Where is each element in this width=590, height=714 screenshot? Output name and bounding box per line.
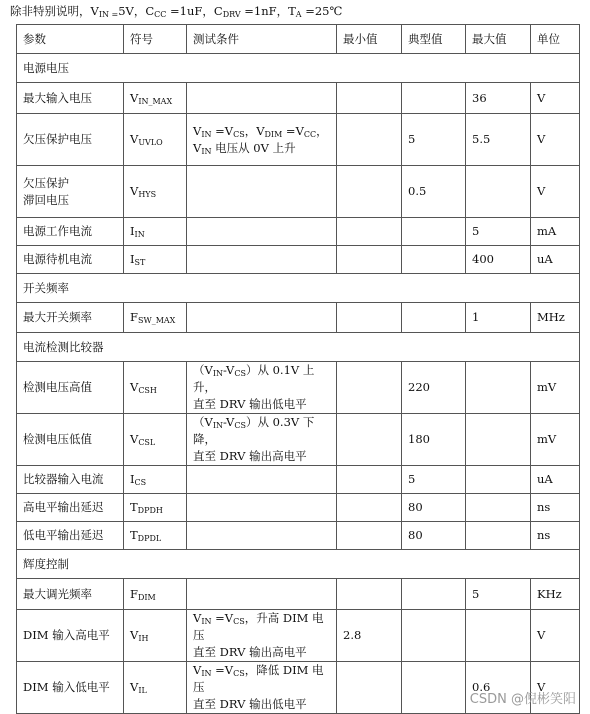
watermark: CSDN @倪彬笑阳: [469, 692, 576, 707]
max-cell: [466, 610, 531, 662]
header-symbol: 符号: [124, 25, 187, 54]
header-max: 最大值: [466, 25, 531, 54]
unit-cell: V: [531, 83, 580, 114]
condition-cell: [187, 218, 337, 246]
condition-cell: [187, 246, 337, 274]
section-row: [17, 550, 580, 579]
table-row: [17, 114, 580, 166]
max-cell: [466, 362, 531, 414]
header-param: 参数: [17, 25, 124, 54]
unit-cell: mV: [531, 414, 580, 466]
table-row: [17, 166, 580, 218]
min-cell: [337, 303, 402, 333]
table-row: [17, 83, 580, 114]
typ-cell: [402, 246, 466, 274]
min-cell: [337, 662, 402, 714]
param-cell: 欠压保护电压: [17, 114, 124, 166]
typ-cell: [402, 83, 466, 114]
condition-cell: [187, 466, 337, 494]
param-cell: 最大调光频率: [17, 579, 124, 610]
section-switch: 开关频率: [17, 274, 580, 303]
spec-table: [16, 24, 580, 714]
section-row: [17, 274, 580, 303]
condition-cell: [187, 579, 337, 610]
min-cell: [337, 218, 402, 246]
max-cell: 36: [466, 83, 531, 114]
typ-cell: [402, 579, 466, 610]
param-cell: 检测电压高值: [17, 362, 124, 414]
unit-cell: MHz: [531, 303, 580, 333]
param-cell: 电源待机电流: [17, 246, 124, 274]
header-typ: 典型值: [402, 25, 466, 54]
min-cell: [337, 494, 402, 522]
table-row: [17, 466, 580, 494]
table-header-row: [17, 25, 580, 54]
condition-cell: [187, 522, 337, 550]
min-cell: [337, 362, 402, 414]
condition-cell: [187, 494, 337, 522]
min-cell: [337, 83, 402, 114]
section-row: [17, 333, 580, 362]
symbol-cell: $V_{IL}$: [124, 662, 187, 714]
typ-cell: 80: [402, 522, 466, 550]
table-row: [17, 494, 580, 522]
param-cell: DIM 输入低电平: [17, 662, 124, 714]
max-cell: 400: [466, 246, 531, 274]
symbol-cell: $I_{ST}$: [124, 246, 187, 274]
param-cell: 最大开关频率: [17, 303, 124, 333]
param-cell: 检测电压低值: [17, 414, 124, 466]
typ-cell: 0.5: [402, 166, 466, 218]
typ-cell: 220: [402, 362, 466, 414]
min-cell: [337, 114, 402, 166]
typ-cell: [402, 662, 466, 714]
symbol-cell: $F_{DIM}$: [124, 579, 187, 610]
unit-cell: uA: [531, 246, 580, 274]
table-row: [17, 579, 580, 610]
typ-cell: 80: [402, 494, 466, 522]
section-dim: 辉度控制: [17, 550, 580, 579]
header-unit: 单位: [531, 25, 580, 54]
param-cell: 低电平输出延迟: [17, 522, 124, 550]
symbol-cell: $V_{HYS}$: [124, 166, 187, 218]
condition-cell: $V_{IN} =V_{CS}$，$V_{DIM} =V_{CC}$， $V_{IN}$ 电压从 0V 上升: [187, 114, 337, 166]
typ-cell: [402, 303, 466, 333]
symbol-cell: $V_{CSH}$: [124, 362, 187, 414]
param-cell: 高电平输出延迟: [17, 494, 124, 522]
table-row: [17, 362, 580, 414]
table-row: [17, 303, 580, 333]
condition-cell: [187, 303, 337, 333]
min-cell: [337, 466, 402, 494]
table-row: [17, 610, 580, 662]
unit-cell: uA: [531, 466, 580, 494]
unit-cell: V: [531, 166, 580, 218]
table-row: [17, 414, 580, 466]
table-row: [17, 218, 580, 246]
condition-cell: [187, 166, 337, 218]
param-cell: DIM 输入高电平: [17, 610, 124, 662]
max-cell: 1: [466, 303, 531, 333]
section-power: 电源电压: [17, 54, 580, 83]
param-cell: 电源工作电流: [17, 218, 124, 246]
typ-cell: [402, 610, 466, 662]
section-compare: 电流检测比较器: [17, 333, 580, 362]
max-cell: 0.6: [466, 662, 531, 714]
condition-cell: [187, 83, 337, 114]
symbol-cell: $T_{DPDL}$: [124, 522, 187, 550]
symbol-cell: $I_{CS}$: [124, 466, 187, 494]
unit-cell: ns: [531, 522, 580, 550]
unit-cell: mA: [531, 218, 580, 246]
symbol-cell: $T_{DPDH}$: [124, 494, 187, 522]
min-cell: [337, 522, 402, 550]
max-cell: 5: [466, 218, 531, 246]
max-cell: 5: [466, 579, 531, 610]
condition-cell: $V_{IN} =V_{CS}$，升高 DIM 电压 直至 DRV 输出高电平: [187, 610, 337, 662]
symbol-cell: $V_{IH}$: [124, 610, 187, 662]
max-cell: [466, 466, 531, 494]
max-cell: [466, 166, 531, 218]
min-cell: [337, 166, 402, 218]
max-cell: [466, 522, 531, 550]
max-cell: 5.5: [466, 114, 531, 166]
unit-cell: V: [531, 610, 580, 662]
min-cell: [337, 414, 402, 466]
typ-cell: [402, 218, 466, 246]
typ-cell: 5: [402, 114, 466, 166]
unit-cell: mV: [531, 362, 580, 414]
symbol-cell: $V_{CSL}$: [124, 414, 187, 466]
condition-cell: $(V_{IN}-V_{CS})$从 0.1V 上升， 直至 DRV 输出低电平: [187, 362, 337, 414]
typ-cell: 5: [402, 466, 466, 494]
typ-cell: 180: [402, 414, 466, 466]
param-cell: 比较器输入电流: [17, 466, 124, 494]
param-cell: 欠压保护 滞回电压: [17, 166, 124, 218]
symbol-cell: $V_{IN\_MAX}$: [124, 83, 187, 114]
table-row: [17, 522, 580, 550]
symbol-cell: $F_{SW\_MAX}$: [124, 303, 187, 333]
conditions-note: 除非特别说明，$V_{IN =}5V$，$C_{CC} =1uF$，$C_{DRV} =1nF$，$T_A$ =25℃: [10, 4, 343, 19]
max-cell: [466, 494, 531, 522]
header-min: 最小值: [337, 25, 402, 54]
table-row: [17, 246, 580, 274]
min-cell: [337, 579, 402, 610]
header-condition: 测试条件: [187, 25, 337, 54]
param-cell: 最大输入电压: [17, 83, 124, 114]
symbol-cell: $V_{UVLO}$: [124, 114, 187, 166]
unit-cell: ns: [531, 494, 580, 522]
section-row: [17, 54, 580, 83]
unit-cell: V: [531, 662, 580, 714]
unit-cell: KHz: [531, 579, 580, 610]
condition-cell: $V_{IN} =V_{CS}$，降低 DIM 电压 直至 DRV 输出低电平: [187, 662, 337, 714]
unit-cell: V: [531, 114, 580, 166]
max-cell: [466, 414, 531, 466]
condition-cell: $(V_{IN}-V_{CS})$从 0.3V 下降， 直至 DRV 输出高电平: [187, 414, 337, 466]
symbol-cell: $I_{IN}$: [124, 218, 187, 246]
min-cell: 2.8: [337, 610, 402, 662]
min-cell: [337, 246, 402, 274]
